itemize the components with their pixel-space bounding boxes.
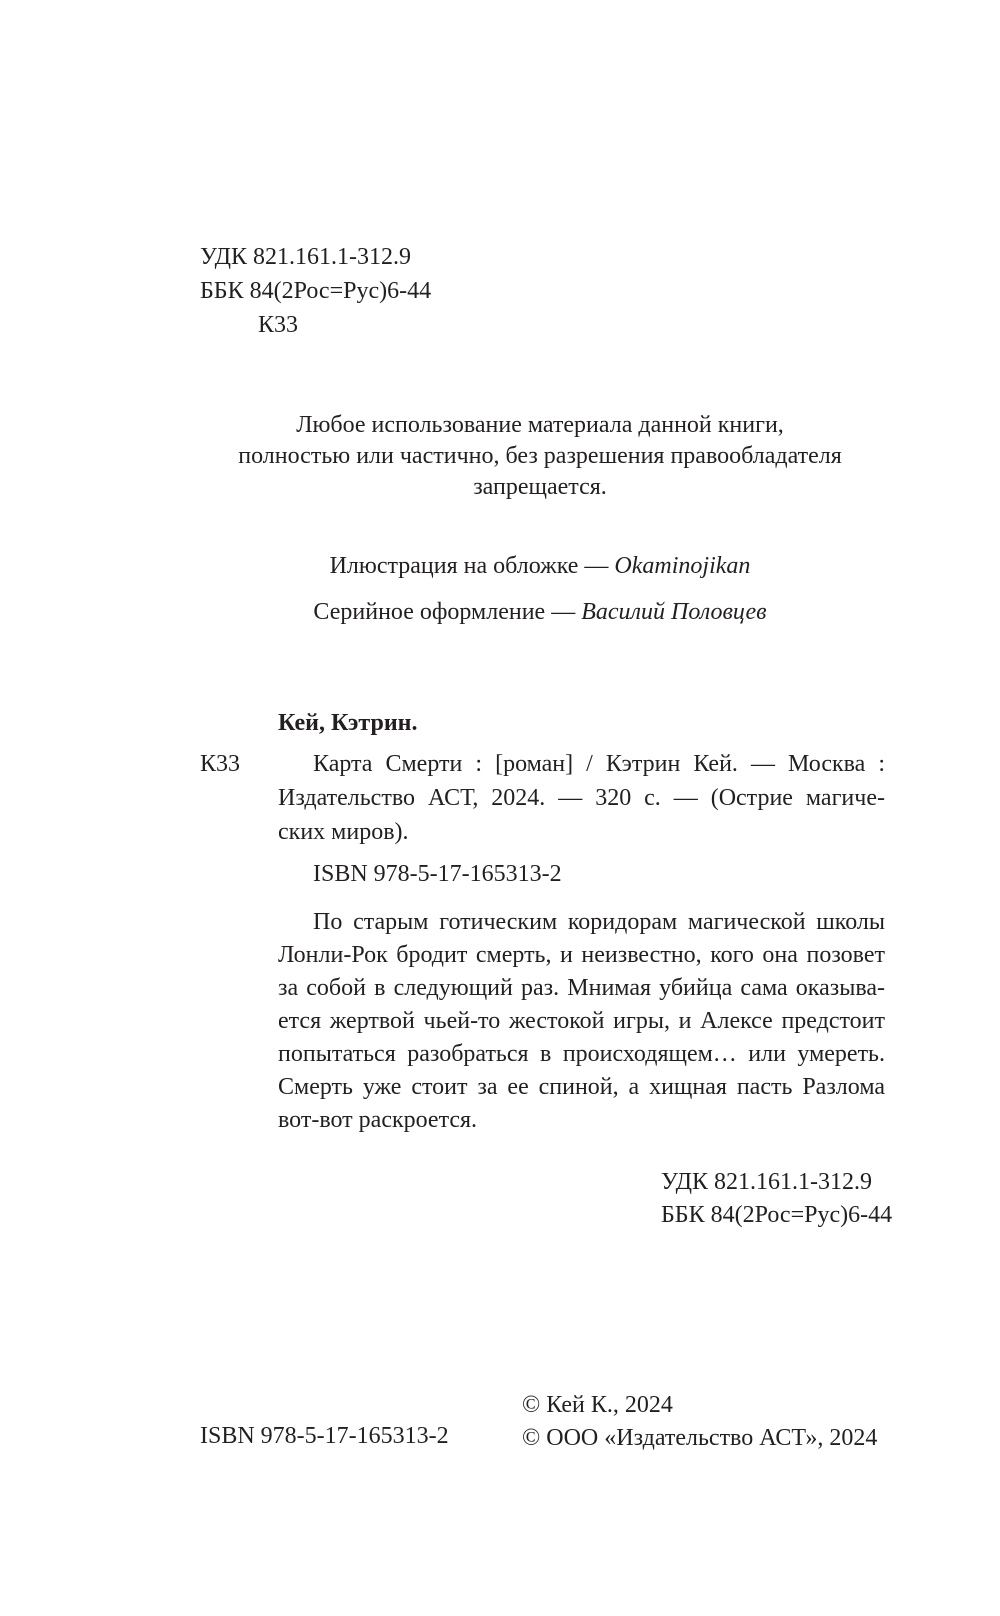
design-credit-label: Серийное оформление — — [313, 599, 582, 625]
catalog-author-heading: Кей, Кэтрин. — [278, 710, 418, 736]
annotation-line: вот-вот раскроется. — [278, 1107, 478, 1133]
annotation-line: Лонли-Рок бродит смерть, и неизвестно, кого она позовет — [278, 942, 885, 968]
catalog-bbk-code: ББК 84(2Рос=Рус)6-44 — [661, 1202, 893, 1228]
catalog-udk-code: УДК 821.161.1-312.9 — [661, 1169, 872, 1195]
annotation-line: По старым готическим коридорам магической школы — [313, 909, 885, 935]
catalog-isbn: ISBN 978-5-17-165313-2 — [313, 861, 562, 887]
illustration-credit-name: Okaminojikan — [614, 553, 751, 579]
catalog-description-line: ских миров). — [278, 819, 409, 845]
catalog-description-line: Карта Смерти : [роман] / Кэтрин Кей. — Москва : — [313, 751, 885, 777]
catalog-description-line: Издательство АСТ, 2024. — 320 с. — (Острие магиче- — [278, 785, 885, 811]
top-author-mark: К33 — [258, 312, 299, 338]
design-credit-name: Василий Половцев — [581, 599, 767, 625]
catalog-author-mark: К33 — [200, 751, 241, 777]
illustration-credit-label: Илюстрация на обложке — — [329, 553, 615, 579]
copyright-publisher: © ООО «Издательство АСТ», 2024 — [522, 1425, 878, 1451]
top-udk-code: УДК 821.161.1-312.9 — [200, 244, 411, 270]
rights-notice-line-2: полностью или частично, без разрешения правообладателя — [238, 443, 842, 469]
footer-isbn: ISBN 978-5-17-165313-2 — [200, 1423, 449, 1449]
top-bbk-code: ББК 84(2Рос=Рус)6-44 — [200, 278, 432, 304]
design-credit — [200, 597, 880, 627]
annotation-line: Смерть уже стоит за ее спиной, а хищная пасть Разлома — [278, 1074, 885, 1100]
copyright-author: © Кей К., 2024 — [522, 1392, 673, 1418]
annotation-line: ется жертвой чьей-то жестокой игры, и Алексе предстоит — [278, 1008, 885, 1034]
annotation-line: попытаться разобраться в происходящем… или умереть. — [278, 1041, 885, 1067]
rights-notice-line-1: Любое использование материала данной книги, — [296, 412, 784, 438]
rights-notice-line-3: запрещается. — [473, 474, 607, 500]
annotation-line: за собой в следующий раз. Мнимая убийца сама оказыва- — [278, 975, 885, 1001]
illustration-credit — [200, 551, 880, 581]
